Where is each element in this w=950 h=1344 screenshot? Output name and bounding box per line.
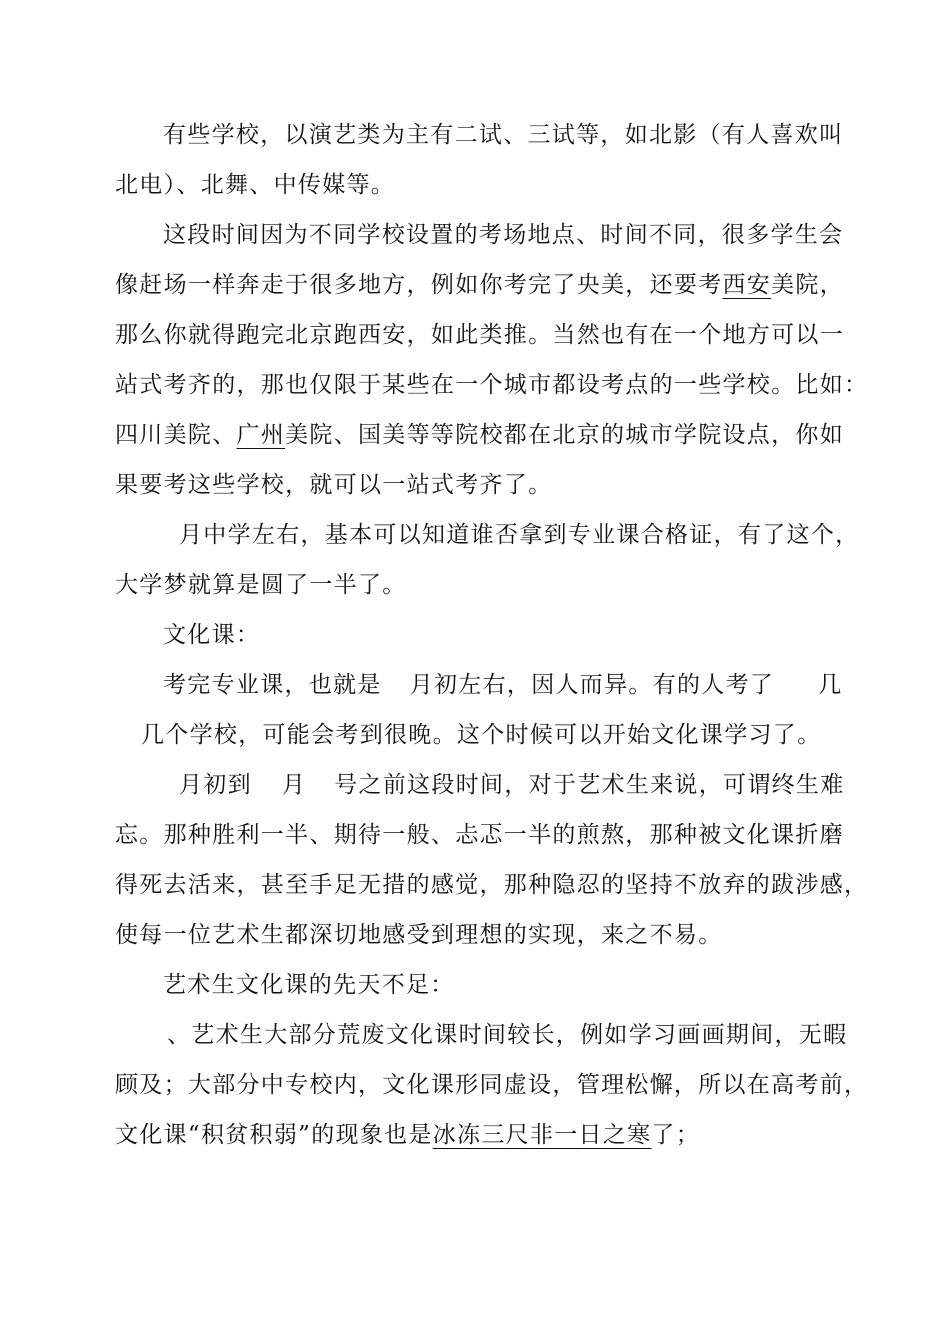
text-span: 月中学左右，基本可以知道谁否拿到专业课合格证，有了这个， bbox=[179, 522, 860, 548]
text-span: 使每一位艺术生都深切地感受到理想的实现，来之不易。 bbox=[115, 922, 723, 948]
text-line bbox=[115, 810, 844, 860]
text-line bbox=[115, 1060, 869, 1110]
text-span: 果要考这些学校，就可以一站式考齐了。 bbox=[115, 472, 553, 498]
text-line bbox=[115, 310, 844, 360]
text-line bbox=[115, 360, 869, 410]
text-span: 有些学校，以演艺类为主有二试、三试等，如北影（有人喜欢叫 bbox=[163, 122, 844, 148]
section-heading bbox=[115, 610, 840, 660]
text-span: 月 bbox=[281, 772, 307, 798]
underlined-text: 广州 bbox=[236, 422, 286, 448]
text-line bbox=[115, 560, 840, 610]
text-span: 文化课： bbox=[163, 622, 261, 648]
text-span: 那么你就得跑完北京跑西安，如此类推。当然也有在一个地方可以一 bbox=[115, 322, 844, 348]
text-span: 月初左右，因人而异。有的人考了 bbox=[409, 672, 775, 698]
text-line bbox=[115, 510, 860, 560]
text-line bbox=[115, 110, 844, 160]
text-span: 号之前这段时间，对于艺术生来说，可谓终生难 bbox=[334, 772, 845, 798]
text-line bbox=[115, 860, 869, 910]
section-heading bbox=[115, 960, 840, 1010]
text-span: 得死去活来，甚至手足无措的感觉，那种隐忍的坚持不放弃的跋涉感， bbox=[115, 872, 869, 898]
underlined-text: 西安 bbox=[722, 272, 772, 298]
text-span: 顾及；大部分中专校内，文化课形同虚设，管理松懈，所以在高考前， bbox=[115, 1072, 869, 1098]
text-span: 这段时间因为不同学校设置的考场地点、时间不同，很多学生会 bbox=[163, 222, 844, 248]
text-line bbox=[115, 1010, 848, 1060]
text-span: 几个学校，可能会考到很晚。这个时候可以开始文化课学习了。 bbox=[141, 722, 822, 748]
text-span: 像赶场一样奔走于很多地方，例如你考完了央美，还要考 bbox=[115, 272, 723, 298]
underlined-text: 冰冻三尺非一日之寒 bbox=[432, 1122, 652, 1148]
text-line bbox=[115, 260, 845, 310]
text-line bbox=[115, 210, 844, 260]
text-span: 忘。那种胜利一半、期待一般、忐忑一半的煎熬，那种被文化课折磨 bbox=[115, 822, 844, 848]
text-span: 北电）、北舞、中传媒等。 bbox=[115, 172, 396, 198]
text-span: 站式考齐的，那也仅限于某些在一个城市都设考点的一些学校。比如： bbox=[115, 372, 869, 398]
text-line bbox=[115, 160, 840, 210]
text-span: 了； bbox=[651, 1122, 701, 1148]
text-span: 文化课“积贫积弱”的现象也是 bbox=[115, 1122, 433, 1148]
text-span: 美院、国美等等院校都在北京的城市学院设点，你如 bbox=[285, 422, 845, 448]
text-span: 、艺术生大部分荒废文化课时间较长，例如学习画画期间，无暇 bbox=[167, 1022, 848, 1048]
text-span: 几 bbox=[818, 672, 843, 698]
text-line bbox=[115, 760, 845, 810]
text-line bbox=[115, 410, 845, 460]
text-span: 艺术生文化课的先天不足： bbox=[163, 972, 455, 998]
text-span: 大学梦就算是圆了一半了。 bbox=[115, 572, 407, 598]
text-line bbox=[115, 710, 840, 760]
text-line bbox=[115, 460, 840, 510]
text-span: 月初到 bbox=[179, 772, 252, 798]
text-span: 考完专业课，也就是 bbox=[163, 672, 382, 698]
text-line bbox=[115, 660, 843, 710]
text-line bbox=[115, 1110, 840, 1160]
text-span: 美院， bbox=[771, 272, 845, 298]
text-line bbox=[115, 910, 840, 960]
text-span: 四川美院、 bbox=[115, 422, 237, 448]
